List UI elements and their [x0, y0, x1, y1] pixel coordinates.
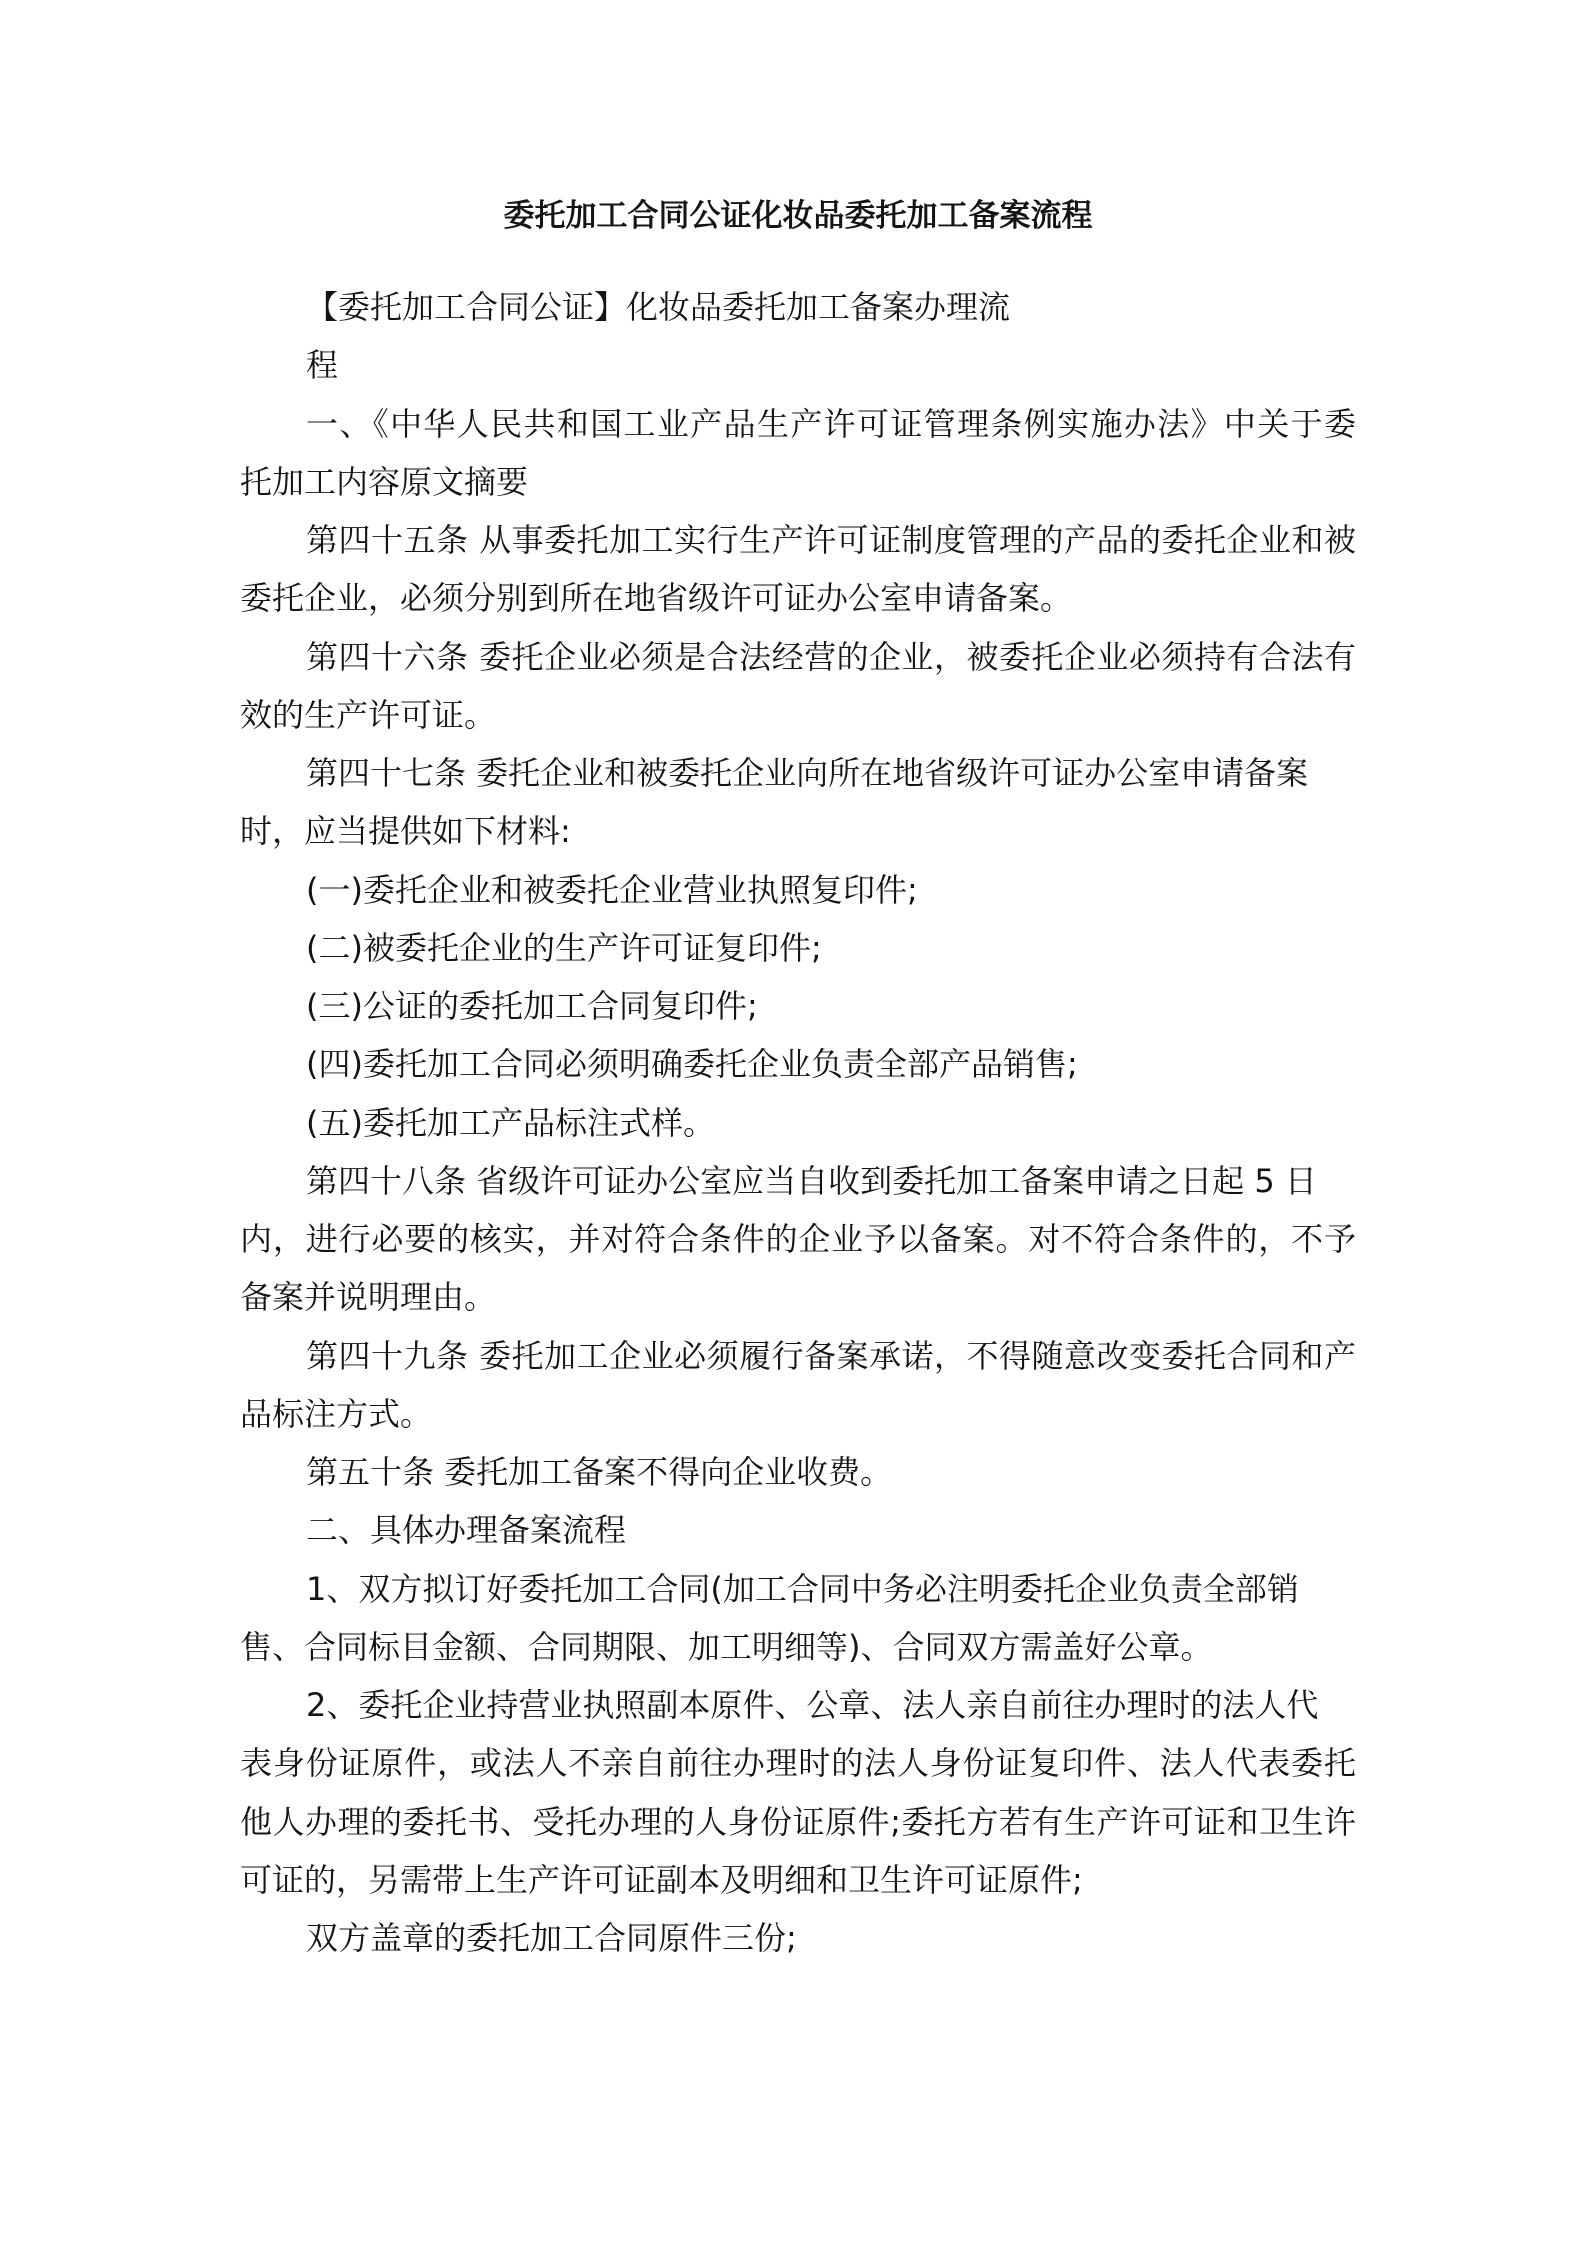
list-item-2 — [240, 919, 1356, 977]
document-title: 委托加工合同公证化妆品委托加工备案流程 — [503, 198, 1093, 234]
text-line: 第五十条 委托加工备案不得向企业收费。 — [306, 1453, 893, 1491]
text-line: 1、双方拟订好委托加工合同(加工合同中务必注明委托企业负责全部销 — [306, 1569, 1299, 1608]
text-line: 可证的，另需带上生产许可证副本及明细和卫生许可证原件; — [240, 1860, 1083, 1899]
paragraph-contract-copies — [240, 1909, 1356, 1967]
paragraph-article-48 — [240, 1152, 1356, 1327]
paragraph-step-2 — [240, 1676, 1356, 1909]
document-body — [240, 278, 1356, 1967]
text-line: 第四十七条 委托企业和被委托企业向所在地省级许可证办公室申请备案 — [306, 754, 1309, 792]
text-line: 一、《中华人民共和国工业产品生产许可证管理条例实施办法》中关于委 — [306, 404, 1356, 443]
text-line: 【委托加工合同公证】化妆品委托加工备案办理流 — [306, 288, 1011, 326]
text-line: 第四十六条 委托企业必须是合法经营的企业，被委托企业必须持有合法有 — [306, 637, 1356, 676]
text-line: 第四十八条 省级许可证办公室应当自收到委托加工备案申请之日起 5 日 — [306, 1161, 1317, 1200]
list-item-4 — [240, 1035, 1356, 1093]
paragraph-article-50 — [240, 1443, 1356, 1501]
text-line: 表身份证原件，或法人不亲自前往办理时的法人身份证复印件、法人代表委托 — [240, 1744, 1356, 1783]
text-line: 委托企业，必须分别到所在地省级许可证办公室申请备案。 — [240, 579, 1073, 618]
text-line: 时，应当提供如下材料: — [240, 812, 571, 851]
text-line: 第四十五条 从事委托加工实行生产许可证制度管理的产品的委托企业和被 — [306, 521, 1356, 559]
list-item-3 — [240, 977, 1356, 1035]
text-line: 品标注方式。 — [240, 1394, 433, 1433]
paragraph-article-49 — [240, 1327, 1356, 1444]
text-line: 2、委托企业持营业执照副本原件、公章、法人亲自前往办理时的法人代 — [306, 1686, 1319, 1724]
text-line: 内，进行必要的核实，并对符合条件的企业予以备案。对不符合条件的，不予 — [240, 1220, 1356, 1258]
paragraph-article-47 — [240, 744, 1356, 861]
text-line: (一)委托企业和被委托企业营业执照复印件; — [306, 870, 918, 909]
text-line: 双方盖章的委托加工合同原件三份; — [306, 1919, 797, 1957]
text-line: (四)委托加工合同必须明确委托企业负责全部产品销售; — [306, 1045, 1078, 1084]
paragraph-article-46 — [240, 628, 1356, 745]
text-line: 效的生产许可证。 — [240, 695, 497, 734]
text-line: (三)公证的委托加工合同复印件; — [306, 987, 758, 1025]
paragraph-section-1 — [240, 395, 1356, 512]
text-line: 备案并说明理由。 — [240, 1278, 497, 1317]
paragraph-section-2 — [240, 1501, 1356, 1559]
text-line: (二)被委托企业的生产许可证复印件; — [306, 928, 822, 967]
list-item-5 — [240, 1094, 1356, 1152]
text-line: 二、具体办理备案流程 — [306, 1511, 627, 1550]
list-item-1 — [240, 861, 1356, 919]
text-line: (五)委托加工产品标注式样。 — [306, 1103, 715, 1142]
text-line: 程 — [306, 346, 339, 385]
paragraph-step-1 — [240, 1560, 1356, 1677]
paragraph-article-45 — [240, 511, 1356, 628]
paragraph-heading — [240, 278, 1356, 395]
text-line: 他人办理的委托书、受托办理的人身份证原件;委托方若有生产许可证和卫生许 — [240, 1802, 1356, 1841]
text-line: 托加工内容原文摘要 — [240, 462, 529, 501]
text-line: 售、合同标目金额、合同期限、加工明细等)、合同双方需盖好公章。 — [240, 1627, 1213, 1666]
text-line: 第四十九条 委托加工企业必须履行备案承诺，不得随意改变委托合同和产 — [306, 1336, 1356, 1375]
